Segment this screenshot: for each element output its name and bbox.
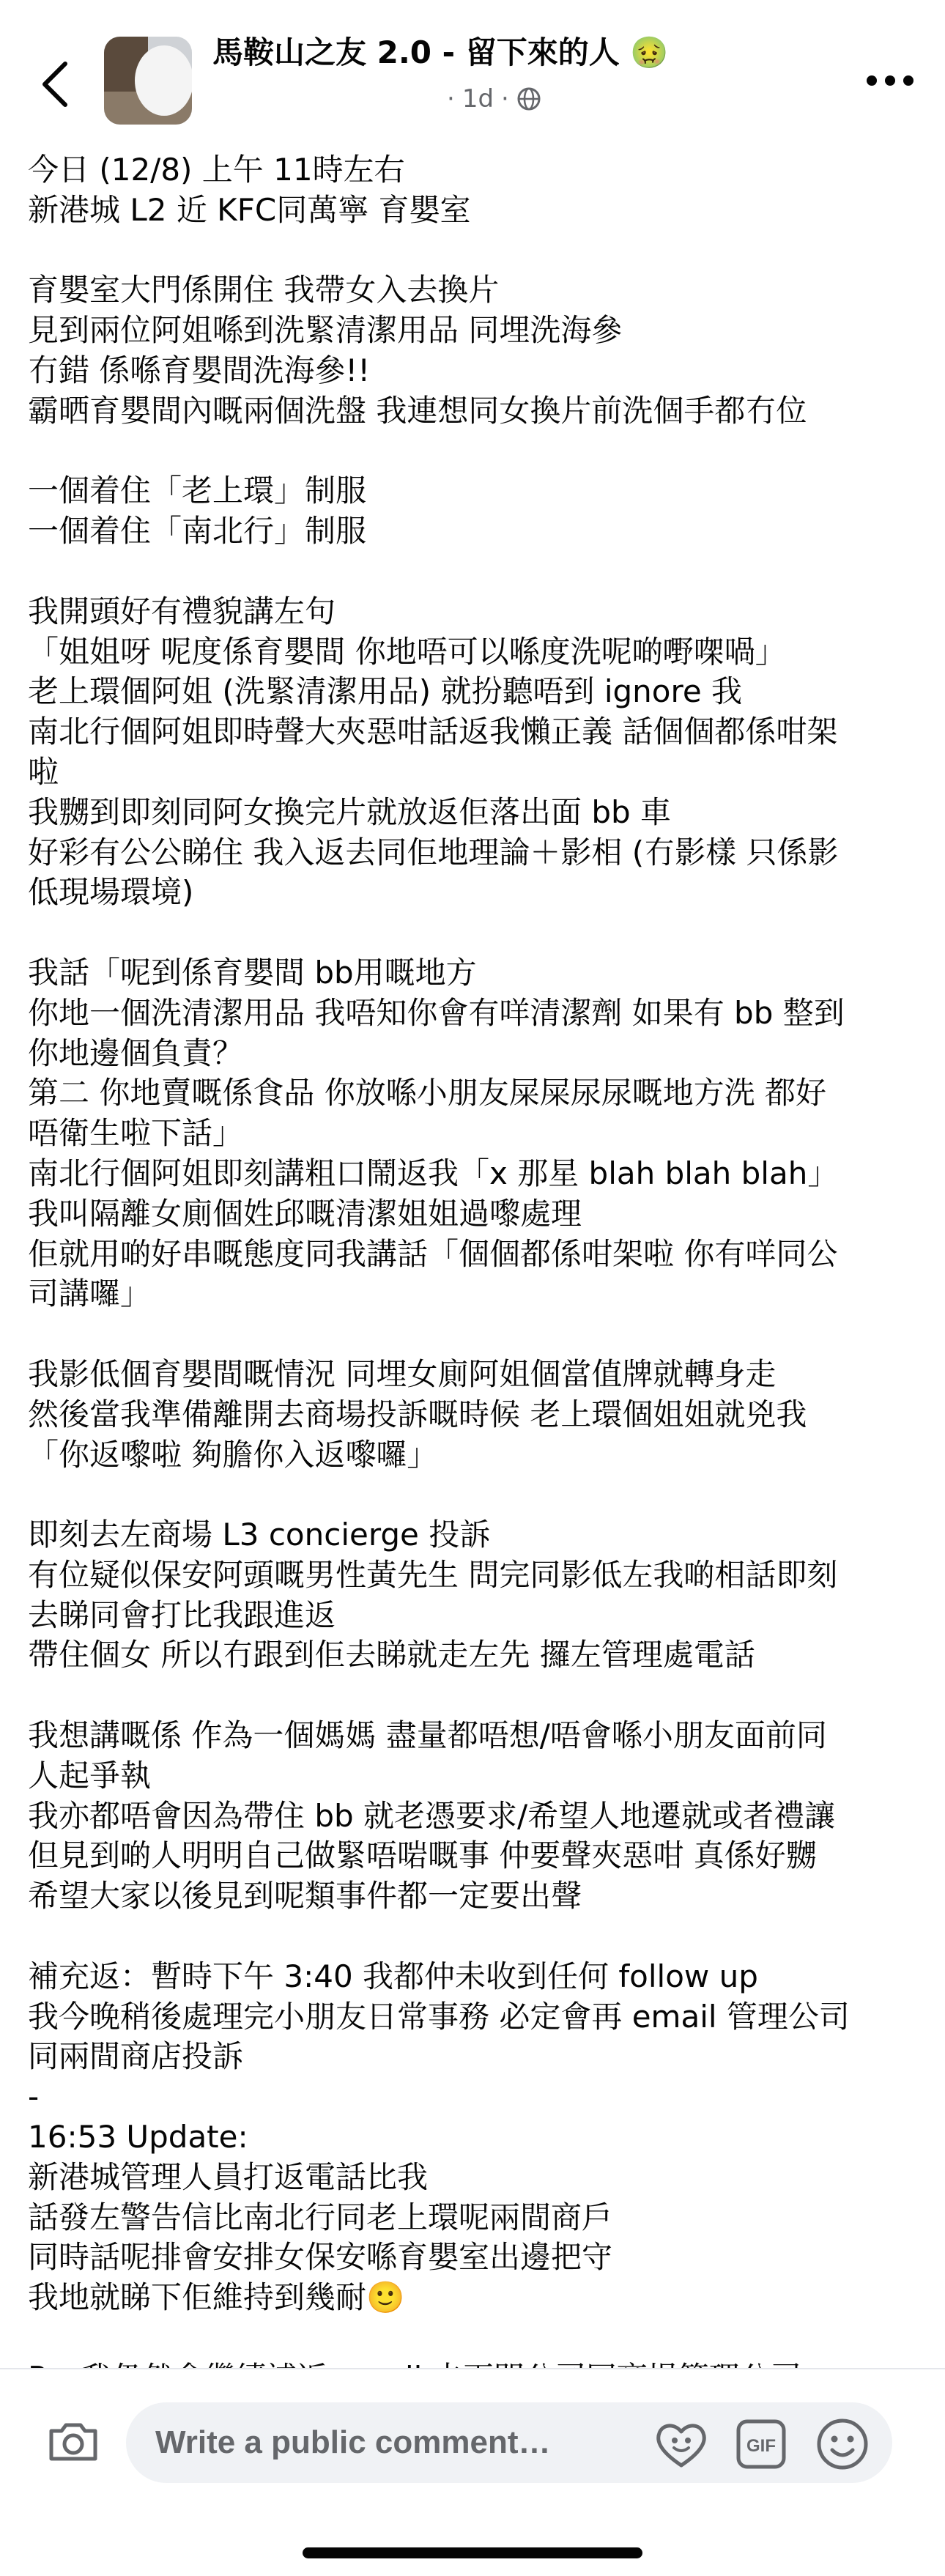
avatar-sticker-icon	[652, 2418, 711, 2470]
camera-button[interactable]	[44, 2412, 103, 2470]
post-text-line: 司講囉」	[28, 1276, 152, 1312]
post-blank-line	[28, 552, 922, 592]
post-blank-line	[28, 1676, 922, 1716]
post-text-line: 我想講嘅係 作為一個媽媽 盡量都唔想/唔會喺小朋友面前同	[28, 1717, 827, 1754]
post-text-line: 話發左警告信比南北行同老上環呢兩間商戶	[28, 2199, 613, 2235]
meta-separator: ·	[447, 84, 455, 114]
post-text-line: 第二 你地賣嘅係食品 你放喺小朋友屎屎尿尿嘅地方洗 都好	[28, 1075, 827, 1111]
post-text-line: 你地一個洗清潔用品 我唔知你會有咩清潔劑 如果有 bb 整到	[28, 994, 845, 1031]
gif-icon	[735, 2418, 787, 2470]
post-text-line: 啦	[28, 753, 59, 790]
post-text-line: 我亦都唔會因為帶住 bb 就老憑要求/希望人地遷就或者禮讓	[28, 1797, 836, 1834]
post-text-line: 南北行個阿姐即刻講粗口鬧返我「x 那星 blah blah blah」	[28, 1155, 839, 1191]
post-text-line: 我影低個育嬰間嘅情況 同埋女廁阿姐個當值牌就轉身走	[28, 1355, 777, 1392]
post-time[interactable]: 1d	[462, 84, 494, 114]
post-text-line: 「你返嚟啦 夠膽你入返嚟囉」	[28, 1436, 438, 1473]
group-avatar[interactable]	[104, 37, 192, 125]
post-text-line: 人起爭執	[28, 1757, 152, 1794]
comment-composer	[0, 2368, 945, 2516]
post-text-line: 16:53 Update:	[28, 2119, 248, 2155]
post-body	[28, 150, 922, 2399]
post-text-line: 佢就用啲好串嘅態度同我講話「個個都係咁架啦 你有咩同公	[28, 1235, 838, 1272]
gif-button[interactable]	[735, 2418, 787, 2470]
chevron-left-icon	[40, 61, 70, 108]
post-text-line: 南北行個阿姐即時聲大夾惡咁話返我懶正義 話個個都係咁架	[28, 714, 838, 750]
group-title[interactable]: 馬鞍山之友 2.0 - 留下來的人 🤢	[212, 34, 669, 70]
post-text-line: 霸晒育嬰間內嘅兩個洗盤 我連想同女換片前洗個手都冇位	[28, 392, 807, 429]
post-text-line: 我叫隔離女廁個姓邱嘅清潔姐姐過嚟處理	[28, 1195, 582, 1232]
post-blank-line	[28, 1475, 922, 1515]
post-text-line: 我今晚稍後處理完小朋友日常事務 必定會再 email 管理公司	[28, 1998, 850, 2035]
post-text-line: 一個着住「南北行」制服	[28, 513, 367, 549]
post-blank-line	[28, 1314, 922, 1355]
more-options-button[interactable]	[864, 62, 916, 99]
post-blank-line	[28, 432, 922, 472]
gif-label: GIF	[746, 2436, 776, 2456]
post-text-line: 然後當我準備離開去商場投訴嘅時候 老上環個姐姐就兇我	[28, 1396, 807, 1432]
post-text-line: 新港城管理人員打返電話比我	[28, 2158, 429, 2195]
post-text-line: 冇錯 係喺育嬰間洗海參!!	[28, 352, 371, 388]
post-text-line: 補充返：暫時下午 3:40 我都仲未收到任何 follow up	[28, 1958, 758, 1994]
post-blank-line	[28, 1917, 922, 1957]
post-text-line: 我開頭好有禮貌講左句	[28, 593, 336, 629]
post-text-line: 同時話呢排會安排女保安喺育嬰室出邊把守	[28, 2239, 613, 2276]
post-text-line: 育嬰室大門係開住 我帶女入去換片	[28, 272, 500, 308]
post-text-line: 好彩有公公睇住 我入返去同佢地理論＋影相 (冇影樣 只係影	[28, 834, 839, 870]
post-header	[0, 0, 945, 143]
post-text-line: 「姐姐呀 呢度係育嬰間 你地唔可以喺度洗呢啲嘢㗎喎」	[28, 633, 786, 670]
post-text-line: 見到兩位阿姐喺到洗緊清潔用品 同埋洗海參	[28, 312, 623, 349]
more-horizontal-icon	[866, 75, 914, 86]
post-text-line: 一個着住「老上環」制服	[28, 473, 367, 509]
home-indicator	[303, 2547, 642, 2558]
post-text-line: 你地邊個負責？	[28, 1035, 244, 1071]
post-blank-line	[28, 2318, 922, 2358]
group-avatar-image	[104, 37, 192, 125]
emoji-icon	[813, 2415, 872, 2473]
post-text-line: 但見到啲人明明自己做緊唔啱嘅事 仲要聲夾惡咁 真係好嬲	[28, 1837, 817, 1874]
back-button[interactable]	[29, 51, 81, 117]
post-text-line: 我地就睇下佢維持到幾耐🙂	[28, 2279, 405, 2316]
globe-icon	[516, 86, 541, 111]
post-text-line: 今日 (12/8) 上午 11時左右	[28, 152, 405, 188]
camera-icon	[44, 2412, 103, 2470]
post-text-line: 唔衛生啦下話」	[28, 1115, 244, 1152]
post-text-line: 即刻去左商場 L3 concierge 投訴	[28, 1517, 491, 1553]
post-text-line: 希望大家以後見到呢類事件都一定要出聲	[28, 1878, 582, 1914]
post-meta	[447, 81, 541, 117]
post-blank-line	[28, 231, 922, 271]
post-text-line: 去睇同會打比我跟進返	[28, 1596, 336, 1633]
post-text-line: 低現場環境)	[28, 874, 194, 911]
post-text-line: 有位疑似保安阿頭嘅男性黃先生 問完同影低左我啲相話即刻	[28, 1556, 838, 1593]
post-text-line: 我話「呢到係育嬰間 bb用嘅地方	[28, 954, 477, 991]
post-blank-line	[28, 913, 922, 953]
emoji-button[interactable]	[813, 2415, 872, 2473]
post-text-line: -	[28, 2079, 40, 2115]
post-text-line: 老上環個阿姐 (洗緊清潔用品) 就扮聽唔到 ignore 我	[28, 673, 743, 710]
post-text-line: 同兩間商店投訴	[28, 2038, 244, 2075]
avatar-sticker-button[interactable]	[652, 2418, 711, 2470]
post-text-line: 新港城 L2 近 KFC同萬寧 育嬰室	[28, 191, 471, 228]
post-text-line: 我嬲到即刻同阿女換完片就放返佢落出面 bb 車	[28, 793, 672, 830]
post-text-line: 帶住個女 所以冇跟到佢去睇就走左先 攞左管理處電話	[28, 1637, 755, 1673]
meta-separator: ·	[501, 84, 509, 114]
